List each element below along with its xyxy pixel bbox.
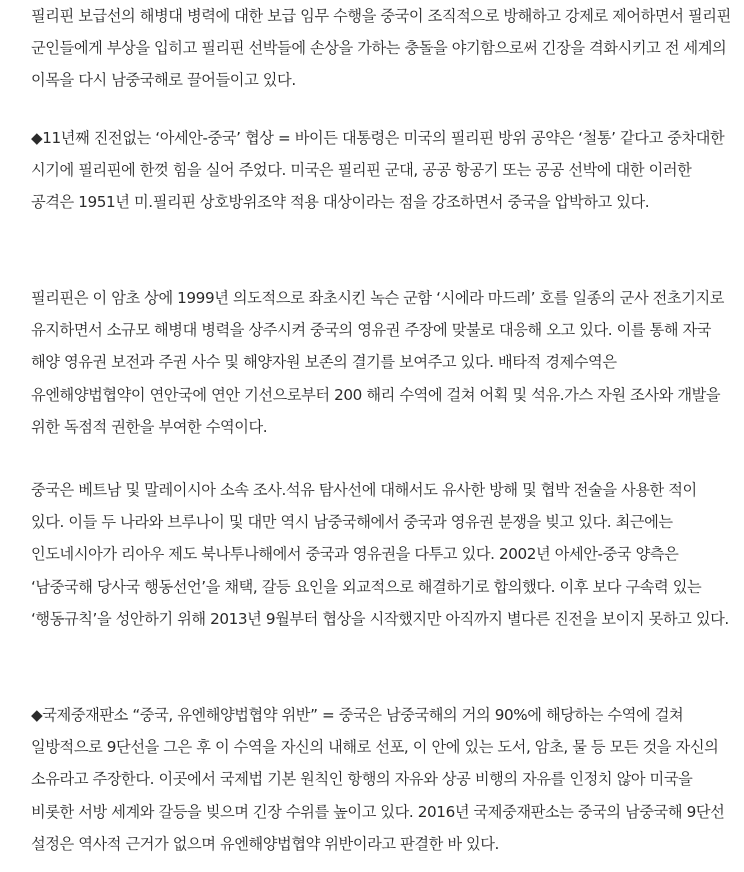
article-paragraph-1: 필리핀 보급선의 해병대 병력에 대한 보급 임무 수행을 중국이 조직적으로 방해하고 강제로 제어하면서 필리핀 군인들에게 부상을 입히고 필리핀 선박들에 손상을 가하는 충돌을 야기함으로써 긴장을 격화시키고 전 세계의 이목을 다시 남중국해로 끌어들이고 있다. bbox=[31, 7, 731, 90]
article-paragraph-5-section-heading: ◆국제중재판소 “중국, 유엔해양법협약 위반” = 중국은 남중국해의 거의 90%에 해당하는 수역에 걸쳐 일방적으로 9단선을 그은 후 이 수역을 자신의 내해로 선포, 이 안에 있는 도서, 암초, 물 등 모든 것을 자신의 소유라고 주장한다. 이곳에서 국제법 기본 원칙인 항행의 자유와 상공 비행의 자유를 인정치 않아 미국을 비롯한 서방 세계와 갈등을 빚으며 긴장 수위를 높이고 있다. 2016년 국제중재판소는 중국의 남중국해 9단선 설정은 역사적 근거가 없으며 유엔해양법협약 위반이라고 판결한 바 있다. bbox=[31, 706, 725, 853]
article-paragraph-2-section-heading: ◆11년째 진전없는 ‘아세안-중국’ 협상 = 바이든 대통령은 미국의 필리핀 방위 공약은 ‘철통’ 같다고 중차대한 시기에 필리핀에 한껏 힘을 실어 주었다. 미국은 필리핀 군대, 공공 항공기 또는 공공 선박에 대한 이러한 공격은 1951년 미.필리핀 상호방위조약 적용 대상이라는 점을 강조하면서 중국을 압박하고 있다. bbox=[31, 129, 725, 212]
article-paragraph-4: 중국은 베트남 및 말레이시아 소속 조사.석유 탐사선에 대해서도 유사한 방해 및 협박 전술을 사용한 적이 있다. 이들 두 나라와 브루나이 및 대만 역시 남중국해에서 중국과 영유권 분쟁을 빚고 있다. 최근에는 인도네시아가 리아우 제도 북나투나해에서 중국과 영유권을 다투고 있다. 2002년 아세안-중국 양측은 ‘남중국해 당사국 행동선언’을 채택, 갈등 요인을 외교적으로 해결하기로 합의했다. 이후 보다 구속력 있는 ‘행동규칙’을 성안하기 위해 2013년 9월부터 협상을 시작했지만 아직까지 별다른 진전을 보이지 못하고 있다. bbox=[31, 481, 729, 628]
article-paragraph-3: 필리핀은 이 암초 상에 1999년 의도적으로 좌초시킨 녹슨 군함 ‘시에라 마드레’ 호를 일종의 군사 전초기지로 유지하면서 소규모 해병대 병력을 상주시켜 중국의 영유권 주장에 맞불로 대응해 오고 있다. 이를 통해 자국 해양 영유권 보전과 주권 사수 및 해양자원 보존의 결기를 보여주고 있다. 배타적 경제수역은 유엔해양법협약이 연안국에 연안 기선으로부터 200 해리 수역에 걸쳐 어획 및 석유.가스 자원 조사와 개발을 위한 독점적 권한을 부여한 수역이다. bbox=[31, 289, 725, 436]
